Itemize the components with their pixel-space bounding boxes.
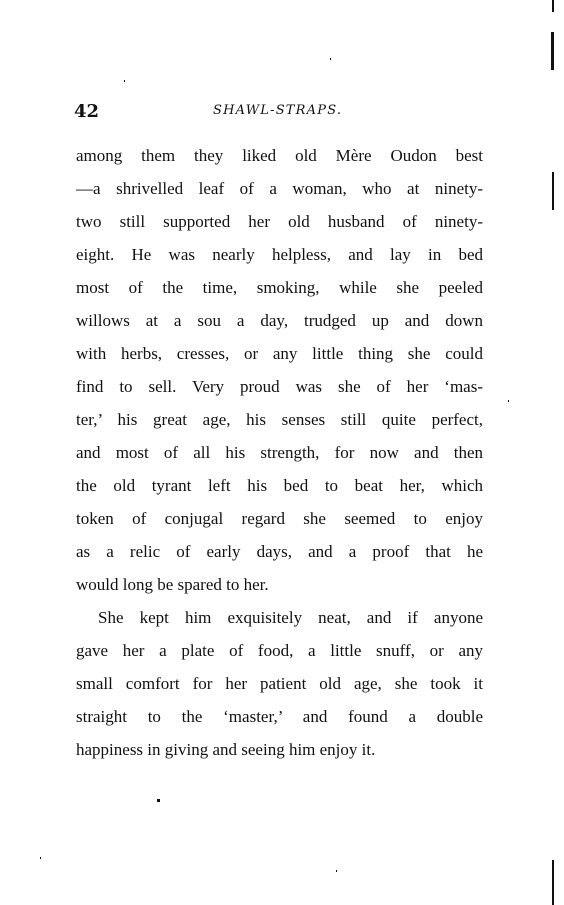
text-line: the old tyrant left his bed to beat her, which [76, 476, 483, 495]
text-line: ter,’ his great age, his senses still quite perfect, [76, 410, 483, 429]
scan-edge-mark [551, 32, 554, 70]
speck-mark [336, 870, 337, 872]
text-line: find to sell. Very proud was she of her ‘mas- [76, 377, 483, 396]
text-line: happiness in giving and seeing him enjoy it. [76, 740, 376, 759]
scan-edge-mark [552, 0, 554, 12]
text-line: She kept him exquisitely neat, and if anyone [98, 608, 483, 627]
speck-mark [157, 799, 160, 802]
scan-edge-mark [552, 860, 554, 905]
text-line: and most of all his strength, for now and then [76, 443, 483, 462]
text-line: among them they liked old Mère Oudon best [76, 146, 483, 165]
text-line: would long be spared to her. [76, 575, 269, 594]
text-line: —a shrivelled leaf of a woman, who at ninety- [76, 179, 483, 198]
speck-mark [40, 857, 41, 859]
text-line: two still supported her old husband of ninety- [76, 212, 483, 231]
text-line: small comfort for her patient old age, she took it [76, 674, 483, 693]
page-number: 42 [74, 101, 100, 122]
speck-mark [124, 80, 125, 82]
speck-mark [330, 58, 331, 60]
speck-mark [508, 400, 509, 402]
text-line: straight to the ‘master,’ and found a double [76, 707, 483, 726]
text-line: as a relic of early days, and a proof that he [76, 542, 483, 561]
running-title: SHAWL-STRAPS. [213, 103, 343, 118]
text-line: gave her a plate of food, a little snuff, or any [76, 641, 483, 660]
text-line: eight. He was nearly helpless, and lay in bed [76, 245, 483, 264]
text-line: willows at a sou a day, trudged up and down [76, 311, 483, 330]
text-line: with herbs, cresses, or any little thing she could [76, 344, 483, 363]
scan-edge-mark [552, 172, 554, 210]
text-line: most of the time, smoking, while she peeled [76, 278, 483, 297]
text-line: token of conjugal regard she seemed to enjoy [76, 509, 483, 528]
